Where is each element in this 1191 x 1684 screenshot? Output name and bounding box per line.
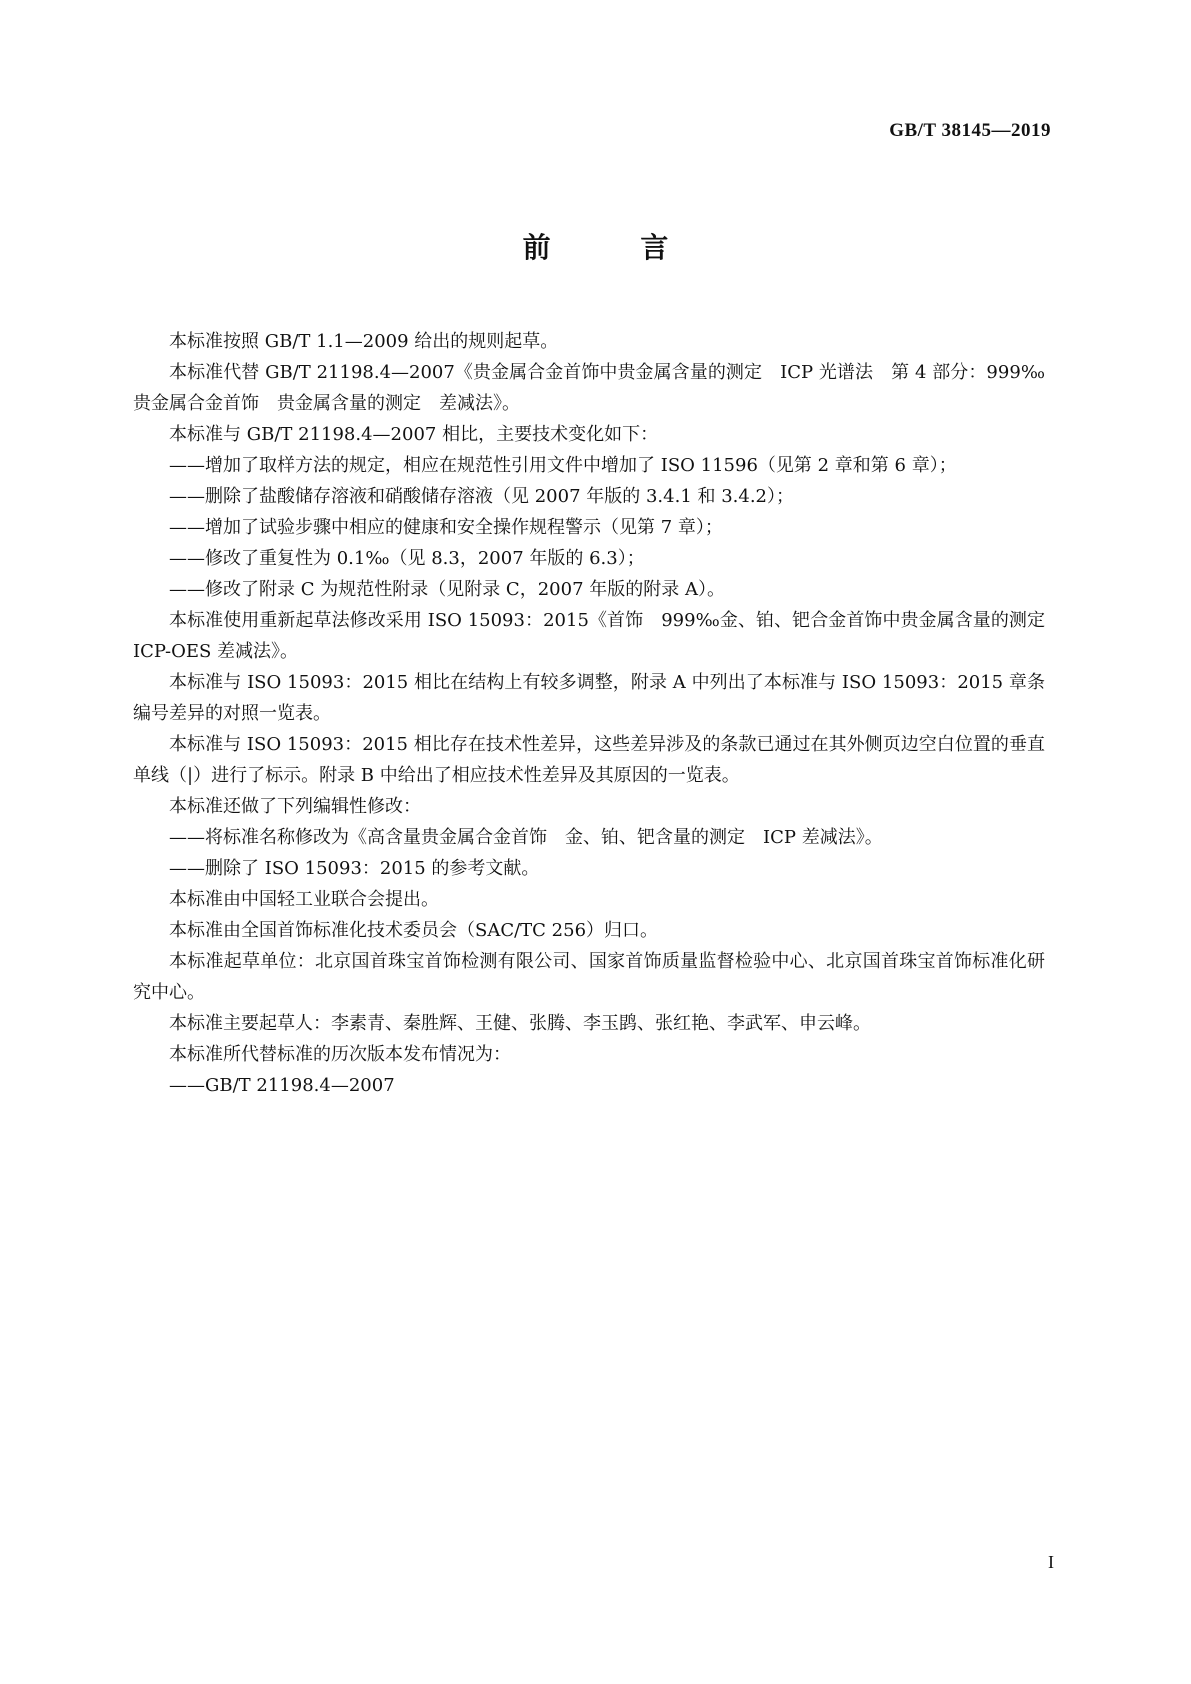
list-item-editorial-bibliography: ——删除了 ISO 15093：2015 的参考文献。 [169,858,540,879]
paragraph-main-changes-intro: 本标准与 GB/T 21198.4—2007 相比，主要技术变化如下： [169,424,659,445]
foreword-body [133,326,1063,1101]
paragraph-drafting-units: 本标准起草单位：北京国首珠宝首饰检测有限公司、国家首饰质量监督检验中心、北京国首珠宝首饰标准化研究中心。 [133,951,1045,1003]
paragraph-drafting-rules: 本标准按照 GB/T 1.1—2009 给出的规则起草。 [169,331,559,352]
page-number: I [1048,1552,1054,1572]
list-item-change-safety: ——增加了试验步骤中相应的健康和安全操作规程警示（见第 7 章）； [169,517,723,538]
list-item-previous-edition: ——GB/T 21198.4—2007 [169,1075,395,1096]
paragraph-drafters: 本标准主要起草人：李素青、秦胜辉、王健、张腾、李玉鹍、张红艳、李武军、申云峰。 [169,1013,871,1034]
list-item-change-repeatability: ——修改了重复性为 0.1‰（见 8.3，2007 年版的 6.3）； [169,548,645,569]
paragraph-adoption: 本标准使用重新起草法修改采用 ISO 15093：2015《首饰 999‰金、铂、钯合金首饰中贵金属含量的测定 ICP-OES 差减法》。 [133,610,1063,662]
paragraph-previous-editions: 本标准所代替标准的历次版本发布情况为： [169,1044,511,1065]
paragraph-structure: 本标准与 ISO 15093：2015 相比在结构上有较多调整，附录 A 中列出了本标准与 ISO 15093：2015 章条编号差异的对照一览表。 [133,672,1045,724]
paragraph-editorial-intro: 本标准还做了下列编辑性修改： [169,796,421,817]
standard-number: GB/T 38145—2019 [889,120,1051,141]
list-item-change-solutions: ——删除了盐酸储存溶液和硝酸储存溶液（见 2007 年版的 3.4.1 和 3.4.2）； [169,486,795,507]
paragraph-technical-committee: 本标准由全国首饰标准化技术委员会（SAC/TC 256）归口。 [169,920,659,941]
page-title: 前 言 [522,231,709,264]
paragraph-technical-differences: 本标准与 ISO 15093：2015 相比存在技术性差异，这些差异涉及的条款已通过在其外侧页边空白位置的垂直单线（|）进行了标示。附录 B 中给出了相应技术性差异及其原因的一览表。 [133,734,1045,786]
list-item-change-sampling: ——增加了取样方法的规定，相应在规范性引用文件中增加了 ISO 11596（见第 2 章和第 6 章）； [169,455,957,476]
list-item-change-annex: ——修改了附录 C 为规范性附录（见附录 C，2007 年版的附录 A）。 [169,579,725,600]
paragraph-proposed-by: 本标准由中国轻工业联合会提出。 [169,889,439,910]
paragraph-replaces: 本标准代替 GB/T 21198.4—2007《贵金属合金首饰中贵金属含量的测定 ICP 光谱法 第 4 部分：999‰贵金属合金首饰 贵金属含量的测定 差减法》。 [133,362,1045,414]
list-item-editorial-title: ——将标准名称修改为《高含量贵金属合金首饰 金、铂、钯含量的测定 ICP 差减法》。 [169,827,883,848]
